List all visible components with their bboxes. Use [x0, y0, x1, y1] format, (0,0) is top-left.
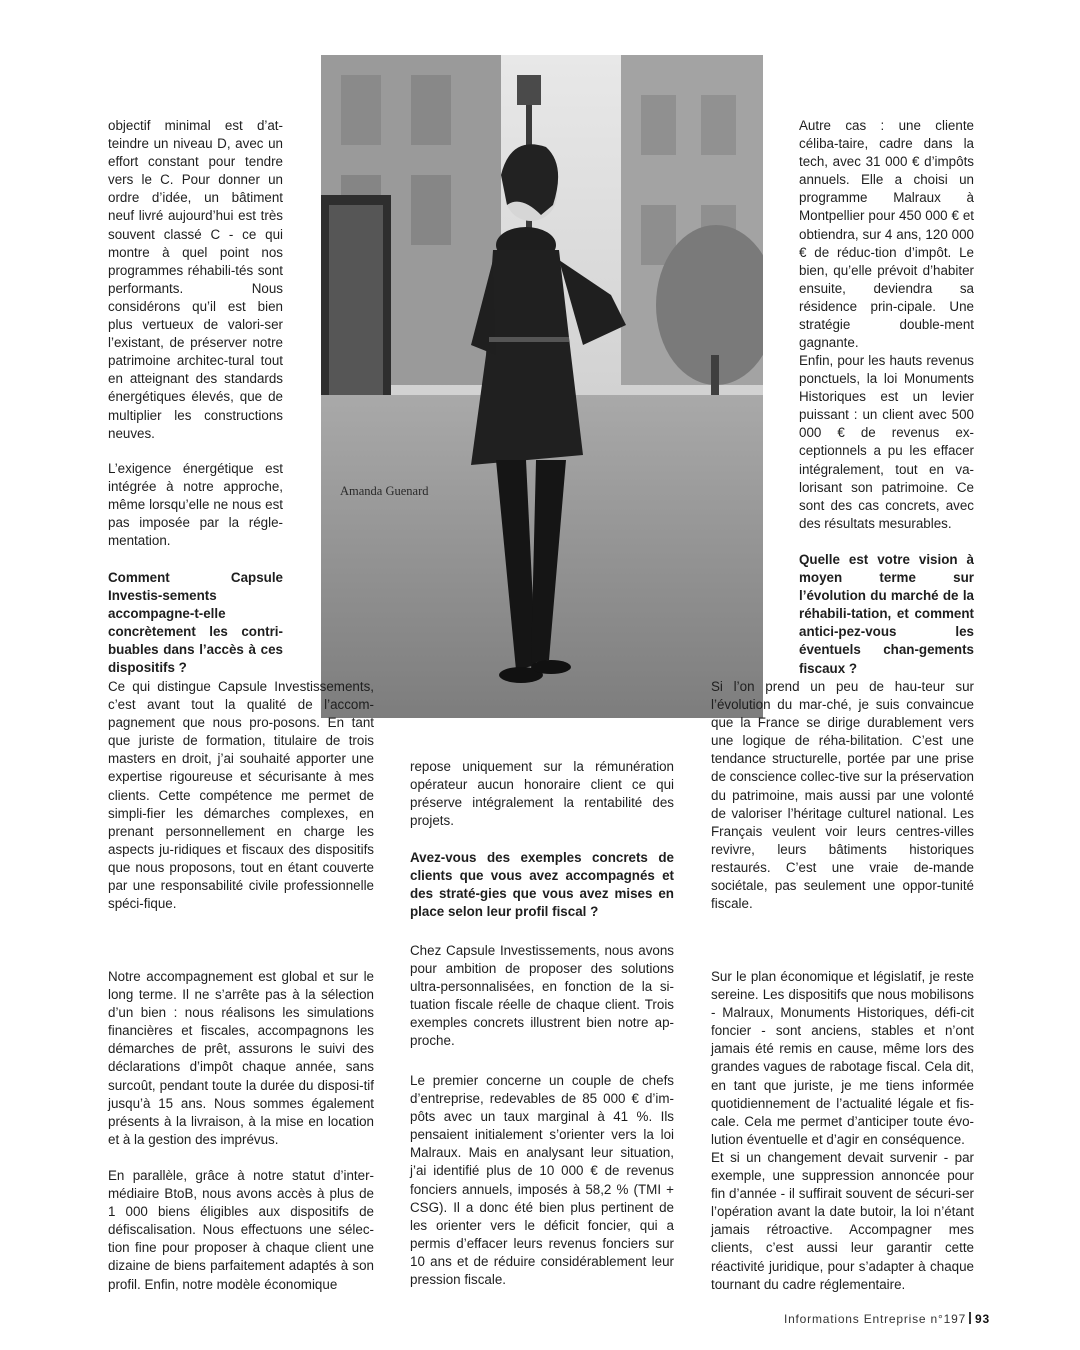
- issue-number: n°197: [930, 1312, 967, 1326]
- col1-paragraph-4: Notre accompagnement est global et sur le long terme. Il ne s’arrête pas à la sélection d’un bien : nous réalisons les simulations financières et fiscales, accompagnons les démarches de prêt, assurons le suivi des déclarations d’impôt chaque année, sans surcoût, pendant toute la durée du disposi-tif jusqu’à 15 ans. Nous sommes également présents à la livraison, à la mise en location et à la gestion des imprévus.: [108, 969, 374, 1147]
- article-photo: [321, 55, 763, 718]
- col2-paragraph-1: repose uniquement sur la rémunération opérateur aucun honoraire client ce qui préserve intégralement la rentabilité des projets.: [410, 759, 674, 829]
- col1-question-1: Comment Capsule Investis-sements accompagne-t-elle concrètement les contri-buables dans l’accès à ces dispositifs ?: [108, 570, 283, 676]
- col1-paragraph-1: objectif minimal est d’at-teindre un niveau D, avec un effort constant pour tendre vers le C. Pour donner un ordre d’idée, un bâtiment neuf livré aujourd’hui est très souvent classé C - ce qui montre à quel point nos programmes réhabili-tés sont performants. Nous considérons qu’il est bien plus vertueux de valori-ser l’existant, de préserver notre patrimoine architec-tural tout en atteignant des standards énergétiques élevés, que de multiplier les constructions neuves.: [108, 118, 283, 441]
- col2-paragraph-3: Le premier concerne un couple de chefs d’entreprise, redevables de 85 000 € d’im-pôts avec un taux marginal à 41 %. Ils pensaient initialement s’orienter vers la loi Malraux. Mais en analysant leur situation, j’ai identifié plus de 10 000 € de revenus fonciers annuels, imposés à 58,2 % (TMI + CSG). Il a donc été bien plus pertinent de les orienter vers le déficit foncier, qui a permis d’effacer leurs revenus fonciers sur 10 ans et de réduire considérablement leur pression fiscale.: [410, 1073, 674, 1288]
- col3-paragraph-4: Sur le plan économique et législatif, je reste sereine. Les dispositifs que nous mobilisons - Malraux, Monuments Historiques, défi-cit foncier - sont anciens, stables et n’ont jamais été remis en cause, même lors des grandes vagues de rabotage fiscal. Cela dit, en tant que juriste, je me tiens informée quotidiennement de l’actualité légale et fis-cale. Cela me permet d’anticiper toute évo-lution éventuelle et d’agir en conséquence.: [711, 969, 974, 1147]
- publication-name: Informations Entreprise: [783, 1312, 927, 1326]
- col1-paragraph-2: L’exigence énergétique est intégrée à notre approche, même lorsqu’elle ne nous est pas imposée par la régle-mentation.: [108, 461, 283, 549]
- footer-divider: [969, 1312, 971, 1324]
- col1-paragraph-5: En parallèle, grâce à notre statut d’inter-médiaire BtoB, nous avons accès à plus de 1 000 biens éligibles aux dispositifs de défiscalisation. Nous effectuons une sélec-tion fine pour proposer à chaque client une dizaine de biens parfaitement adaptés à son profil. Enfin, notre modèle économique: [108, 1168, 374, 1292]
- col3-paragraph-3: Si l’on prend un peu de hau-teur sur l’évolution du mar-ché, je suis convaincue que la France se dirige durablement vers une logique de réha-bilitation. C’est une tendance structurelle, portée par une prise de conscience collec-tive sur la préservation du patrimoine, mais aussi par une volonté de valoriser l’héritage culturel national. Les Français veulent voir leurs centres-villes revivre, leurs bâtiments historiques restaurés. C’est une vraie de-mande sociétale, pas seulement une oppor-tunité fiscale.: [711, 679, 974, 912]
- photo-caption: Amanda Guenard: [340, 484, 429, 498]
- woman-portrait-image: [321, 55, 763, 718]
- col3-paragraph-5: Et si un changement devait survenir - par exemple, une suppression annoncée pour fin d’année - il suffirait souvent de sécuri-ser l’opération avant la date butoir, la loi n’étant jamais rétroactive. Accompagner mes clients, c’est aussi leur garantir cette réactivité juridique, pour s’adapter à chaque tournant du cadre réglementaire.: [711, 1150, 974, 1292]
- page-number: 93: [975, 1312, 990, 1326]
- col3-question-1: Quelle est votre vision à moyen terme sur l’évolution du marché de la réhabili-tation, et comment antici-pez-vous les éventuels chan-gements fiscaux ?: [799, 552, 974, 676]
- page-footer: [784, 1312, 990, 1326]
- col2-paragraph-2: Chez Capsule Investissements, nous avons pour ambition de proposer des solutions ultra-personnalisées, en fonction de la si-tuation fiscale réelle de chaque client. Trois exemples concrets illustrent bien notre ap-proche.: [410, 943, 674, 1049]
- col2-question-1: Avez-vous des exemples concrets de clients que vous avez accompagnés et des straté-gies que vous avez mises en place selon leur profil fiscal ?: [410, 850, 674, 920]
- col3-paragraph-1: Autre cas : une cliente céliba-taire, cadre dans la tech, avec 31 000 € d’impôts annuels. Elle a choisi un programme Malraux à Montpellier pour 450 000 € et obtiendra, sur 4 ans, 120 000 € de réduc-tion d’impôt. Le bien, qu’elle prévoit d’habiter ensuite, deviendra sa résidence prin-cipale. Une stratégie double-ment gagnante.: [799, 118, 974, 351]
- col3-paragraph-2: Enfin, pour les hauts revenus ponctuels, la loi Monuments Historiques est un levier puissant : un client avec 500 000 € de revenus ex-ceptionnels a pu les effacer intégralement, tout en va-lorisant son patrimoine. Ce sont des cas concrets, avec des résultats mesurables.: [799, 353, 974, 531]
- col1-paragraph-3: Ce qui distingue Capsule Investissements, c’est avant tout la qualité de l’accom-pagnement que nous pro-posons. En tant que juriste de formation, titulaire de trois masters en droit, j’ai souhaité apporter une expertise rigoureuse et sécurisante à mes clients. Cette compétence me permet de simpli-fier les démarches complexes, en prenant personnellement en charge les aspects ju-ridiques et fiscaux des dispositifs que nous proposons, tout en étant couverte par une responsabilité civile professionnelle spéci-fique.: [108, 679, 374, 912]
